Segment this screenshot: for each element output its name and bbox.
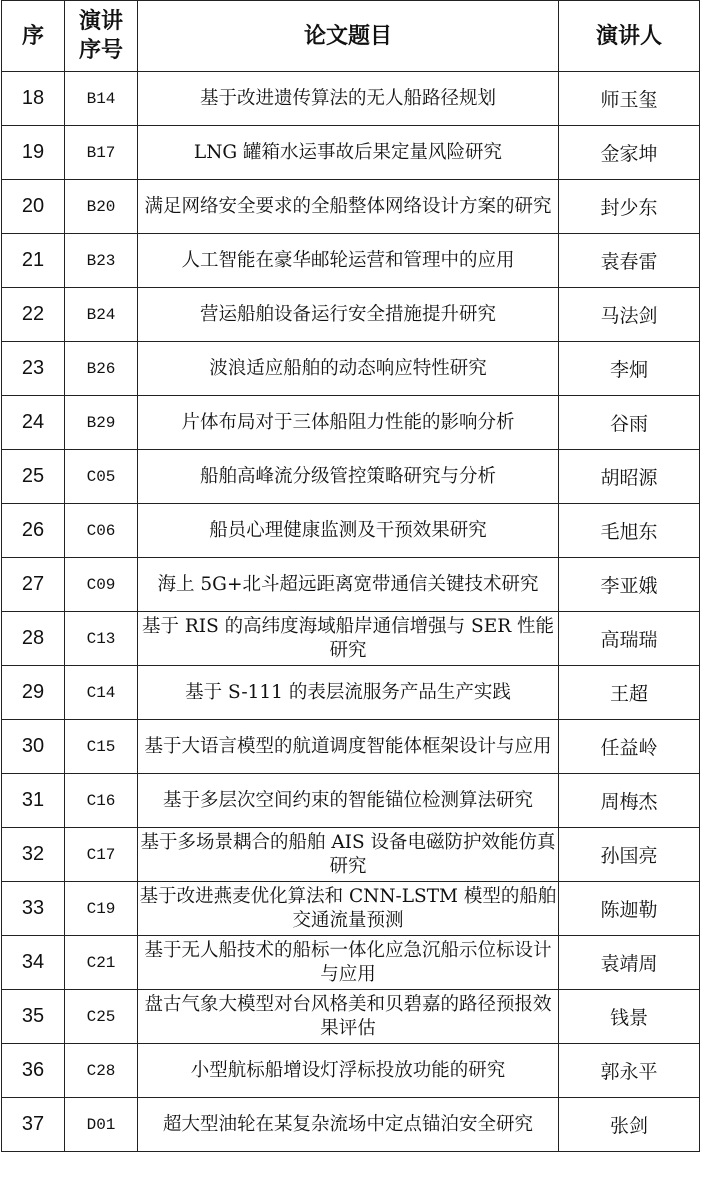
row-speaker: 师玉玺: [559, 72, 700, 126]
table-row: [2, 936, 700, 990]
table-row: [2, 126, 700, 180]
row-title: 满足网络安全要求的全船整体网络设计方案的研究: [138, 180, 559, 234]
row-title: 盘古气象大模型对台风格美和贝碧嘉的路径预报效果评估: [138, 990, 559, 1044]
row-title: 基于多场景耦合的船舶 AIS 设备电磁防护效能仿真研究: [138, 828, 559, 882]
row-title: 小型航标船增设灯浮标投放功能的研究: [138, 1044, 559, 1098]
table-row: [2, 288, 700, 342]
table-row: [2, 558, 700, 612]
row-seq: 24: [2, 396, 65, 450]
row-title: 波浪适应船舶的动态响应特性研究: [138, 342, 559, 396]
row-seq: 20: [2, 180, 65, 234]
row-speaker: 胡昭源: [559, 450, 700, 504]
row-speaker: 封少东: [559, 180, 700, 234]
row-seq: 32: [2, 828, 65, 882]
row-title: 海上 5G+北斗超远距离宽带通信关键技术研究: [138, 558, 559, 612]
row-title: 超大型油轮在某复杂流场中定点锚泊安全研究: [138, 1098, 559, 1152]
row-speaker: 李亚娥: [559, 558, 700, 612]
row-seq: 33: [2, 882, 65, 936]
table-row: [2, 1098, 700, 1152]
row-seq: 36: [2, 1044, 65, 1098]
table-row: [2, 234, 700, 288]
row-speaker: 钱景: [559, 990, 700, 1044]
row-code: C17: [65, 828, 138, 882]
row-speaker: 高瑞瑞: [559, 612, 700, 666]
row-speaker: 毛旭东: [559, 504, 700, 558]
row-code: B17: [65, 126, 138, 180]
table-row: [2, 666, 700, 720]
table-body: [2, 72, 700, 1152]
row-seq: 29: [2, 666, 65, 720]
row-code: B24: [65, 288, 138, 342]
row-title: 船员心理健康监测及干预效果研究: [138, 504, 559, 558]
row-seq: 25: [2, 450, 65, 504]
table-row: [2, 72, 700, 126]
row-title: 船舶高峰流分级管控策略研究与分析: [138, 450, 559, 504]
table-row: [2, 180, 700, 234]
table-row: [2, 774, 700, 828]
row-seq: 28: [2, 612, 65, 666]
row-speaker: 郭永平: [559, 1044, 700, 1098]
row-seq: 35: [2, 990, 65, 1044]
row-seq: 23: [2, 342, 65, 396]
row-speaker: 谷雨: [559, 396, 700, 450]
row-title: 基于无人船技术的船标一体化应急沉船示位标设计与应用: [138, 936, 559, 990]
row-speaker: 袁靖周: [559, 936, 700, 990]
row-code: B20: [65, 180, 138, 234]
row-speaker: 张剑: [559, 1098, 700, 1152]
row-seq: 21: [2, 234, 65, 288]
row-seq: 26: [2, 504, 65, 558]
header-speaker: 演讲人: [559, 1, 700, 72]
table-row: [2, 882, 700, 936]
row-speaker: 李炯: [559, 342, 700, 396]
table-row: [2, 342, 700, 396]
row-seq: 19: [2, 126, 65, 180]
row-title: 基于多层次空间约束的智能锚位检测算法研究: [138, 774, 559, 828]
header-code-line2: 序号: [78, 38, 123, 63]
row-speaker: 周梅杰: [559, 774, 700, 828]
row-seq: 30: [2, 720, 65, 774]
table-row: [2, 504, 700, 558]
row-seq: 27: [2, 558, 65, 612]
table-row: [2, 1044, 700, 1098]
header-title: 论文题目: [138, 1, 559, 72]
row-code: C25: [65, 990, 138, 1044]
table-row: [2, 612, 700, 666]
row-code: B29: [65, 396, 138, 450]
table-row: [2, 990, 700, 1044]
presentation-table: [1, 0, 700, 1152]
header-seq: 序: [2, 1, 65, 72]
row-seq: 34: [2, 936, 65, 990]
row-code: D01: [65, 1098, 138, 1152]
row-code: C16: [65, 774, 138, 828]
row-code: C13: [65, 612, 138, 666]
row-code: C21: [65, 936, 138, 990]
row-speaker: 金家坤: [559, 126, 700, 180]
row-seq: 22: [2, 288, 65, 342]
row-code: C06: [65, 504, 138, 558]
row-title: 基于 RIS 的高纬度海域船岸通信增强与 SER 性能研究: [138, 612, 559, 666]
table-header-row: [2, 1, 700, 72]
row-code: B14: [65, 72, 138, 126]
row-code: C09: [65, 558, 138, 612]
header-code-line1: 演讲: [78, 9, 123, 34]
row-title: 基于改进燕麦优化算法和 CNN-LSTM 模型的船舶交通流量预测: [138, 882, 559, 936]
row-seq: 18: [2, 72, 65, 126]
table-row: [2, 720, 700, 774]
row-code: B26: [65, 342, 138, 396]
row-speaker: 袁春雷: [559, 234, 700, 288]
row-code: C19: [65, 882, 138, 936]
row-title: 营运船舶设备运行安全措施提升研究: [138, 288, 559, 342]
row-speaker: 王超: [559, 666, 700, 720]
row-speaker: 孙国亮: [559, 828, 700, 882]
row-title: LNG 罐箱水运事故后果定量风险研究: [138, 126, 559, 180]
row-title: 基于改进遗传算法的无人船路径规划: [138, 72, 559, 126]
row-title: 基于 S-111 的表层流服务产品生产实践: [138, 666, 559, 720]
header-code: [65, 1, 138, 72]
row-code: C05: [65, 450, 138, 504]
row-title: 片体布局对于三体船阻力性能的影响分析: [138, 396, 559, 450]
row-code: C14: [65, 666, 138, 720]
row-code: B23: [65, 234, 138, 288]
row-speaker: 马法剑: [559, 288, 700, 342]
row-title: 人工智能在豪华邮轮运营和管理中的应用: [138, 234, 559, 288]
table-row: [2, 828, 700, 882]
row-code: C15: [65, 720, 138, 774]
row-seq: 31: [2, 774, 65, 828]
row-speaker: 陈迦勒: [559, 882, 700, 936]
row-code: C28: [65, 1044, 138, 1098]
row-speaker: 任益岭: [559, 720, 700, 774]
row-title: 基于大语言模型的航道调度智能体框架设计与应用: [138, 720, 559, 774]
row-seq: 37: [2, 1098, 65, 1152]
table-row: [2, 450, 700, 504]
table-row: [2, 396, 700, 450]
